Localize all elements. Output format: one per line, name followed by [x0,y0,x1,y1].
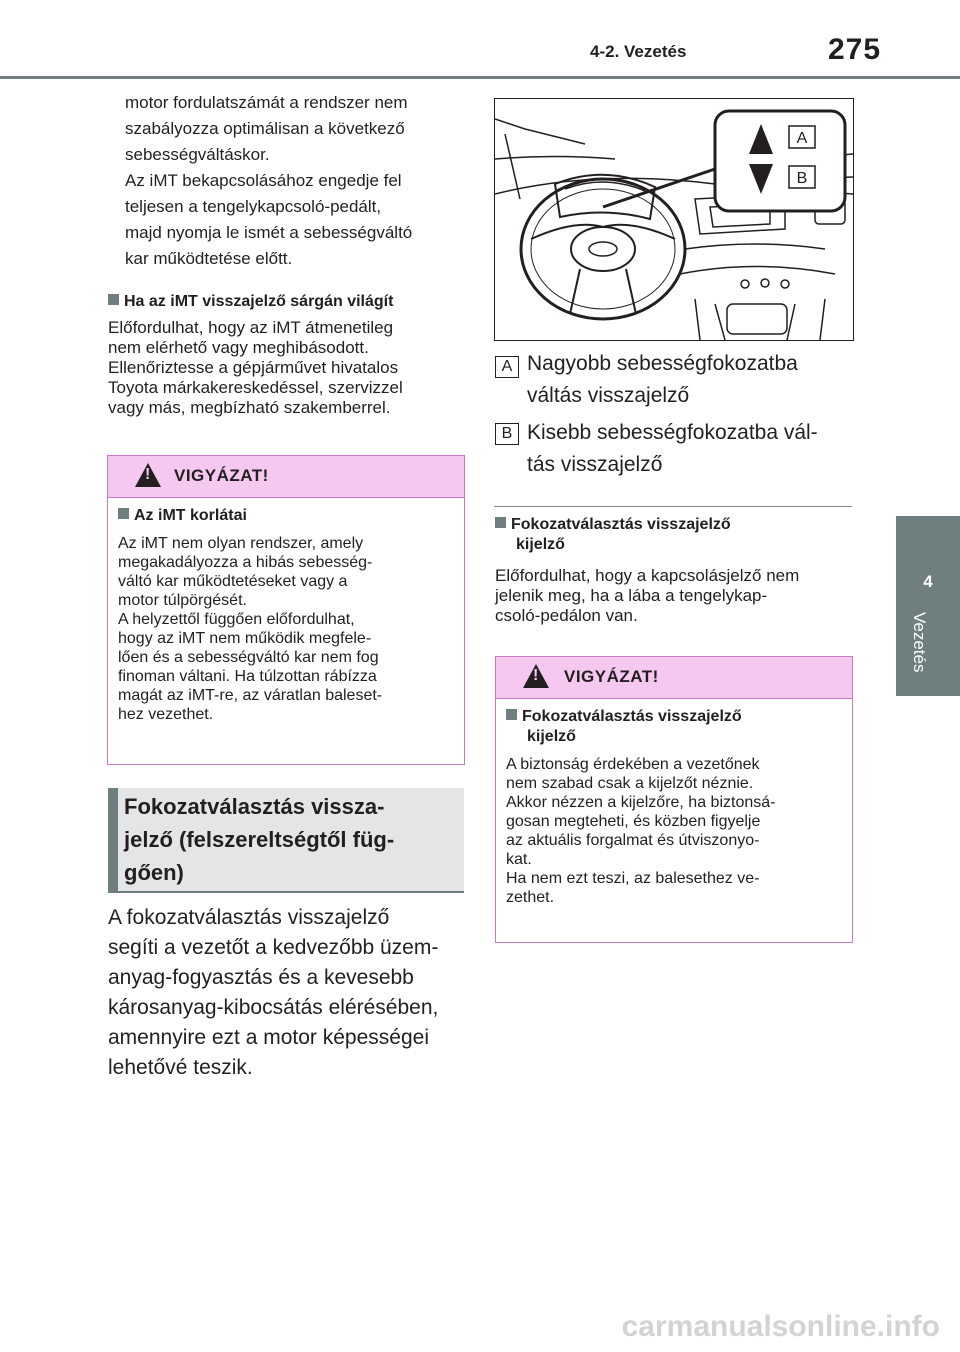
legend-key-b: B [495,423,519,445]
warning-header: ! VIGYÁZAT! [496,657,852,699]
intro-line: szabályozza optimálisan a következő [125,119,405,138]
dashboard-illustration [494,98,854,341]
warning-title: VIGYÁZAT! [564,667,659,686]
gear-indicator-paragraph: Előfordulhat, hogy a kapcsolásjelző nem jelenik meg, ha a lába a tengelykap- csoló-pedálon van. [495,566,800,625]
intro-line: majd nyomja le ismét a sebességváltó [125,223,413,242]
illustration-label-a: A [796,130,808,147]
illustration-label-b: B [796,170,808,187]
header-rule [0,76,960,79]
square-bullet-icon [506,709,517,720]
intro-line: teljesen a tengelykapcsoló-pedált, [125,197,382,216]
chapter-number: 4 [923,572,933,591]
warning-header: ! VIGYÁZAT! [108,456,464,498]
square-bullet-icon [108,294,119,305]
legend-text-b: Kisebb sebességfokozatba vál- tás visszajelző [527,421,818,476]
steering-wheel-illustration [495,99,853,340]
intro-line: kar működtetése előtt. [125,249,293,268]
warning-title: VIGYÁZAT! [174,466,269,485]
warning-body: Fokozatválasztás visszajelző kijelző A biztonság érdekében a vezetőnek nem szabad csak a kijelzőt néznie. Akkor nézzen a kijelzőre, ha biztonsá- gosan megteheti, és közben figyelje az aktuális forgalmat és útviszonyo- kat. Ha nem ezt teszi, az balesethez ve- zethet. [506,708,776,906]
intro-paragraph [125,90,470,272]
subheading-gear-indicator: Fokozatválasztás visszajelző kijelző [495,515,855,555]
square-bullet-icon [495,517,506,528]
warning-body: Az iMT korlátai Az iMT nem olyan rendszer, amely megakadályozza a hibás sebesség- váltó kar működtetéseket vagy a motor túlpörgését. A helyzettől függően előfordulhat, hogy az iMT nem működik megfele- lően és a sebességváltó kar nem fog finoman váltani. Ha túlzottan rábízza magát az iMT-re, az váratlan baleset- hez vezethet. [118,507,383,723]
warning-box-imt [107,455,465,765]
intro-line: Az iMT bekapcsolásához engedje fel [125,171,402,190]
section-heading: Fokozatválasztás vissza- jelző (felszereltségtől füg- gően) [124,794,395,885]
intro-line: motor fordulatszámát a rendszer nem [125,93,408,112]
page-number: 275 [828,33,882,66]
subheading-imt-yellow: Ha az iMT visszajelző sárgán világít [108,292,468,312]
legend-text-a: Nagyobb sebességfokozatba váltás visszajelző [527,352,798,407]
section-body: A fokozatválasztás visszajelző segíti a vezetőt a kedvezőbb üzem- anyag-fogyasztás és a kevesebb károsanyag-kibocsátás elérésében, amennyire ezt a motor képességei lehetővé teszik. [108,906,439,1079]
section-title: 4-2. Vezetés [590,42,687,61]
section-heading-rule [108,891,464,893]
chapter-label: Vezetés [910,612,929,673]
warning-box-gear-indicator [495,656,853,943]
square-bullet-icon [118,508,129,519]
section-heading-bar [108,788,118,891]
legend-key-a: A [495,356,519,378]
divider [494,506,852,507]
watermark: carmanualsonline.info [621,1310,940,1343]
intro-line: sebességváltáskor. [125,145,270,164]
imt-yellow-paragraph: Előfordulhat, hogy az iMT átmenetileg nem elérhető vagy meghibásodott. Ellenőriztesse a gépjárművet hivatalos Toyota márkakereskedéssel, szervizzel vagy más, megbízható szakemberrel. [108,318,403,417]
